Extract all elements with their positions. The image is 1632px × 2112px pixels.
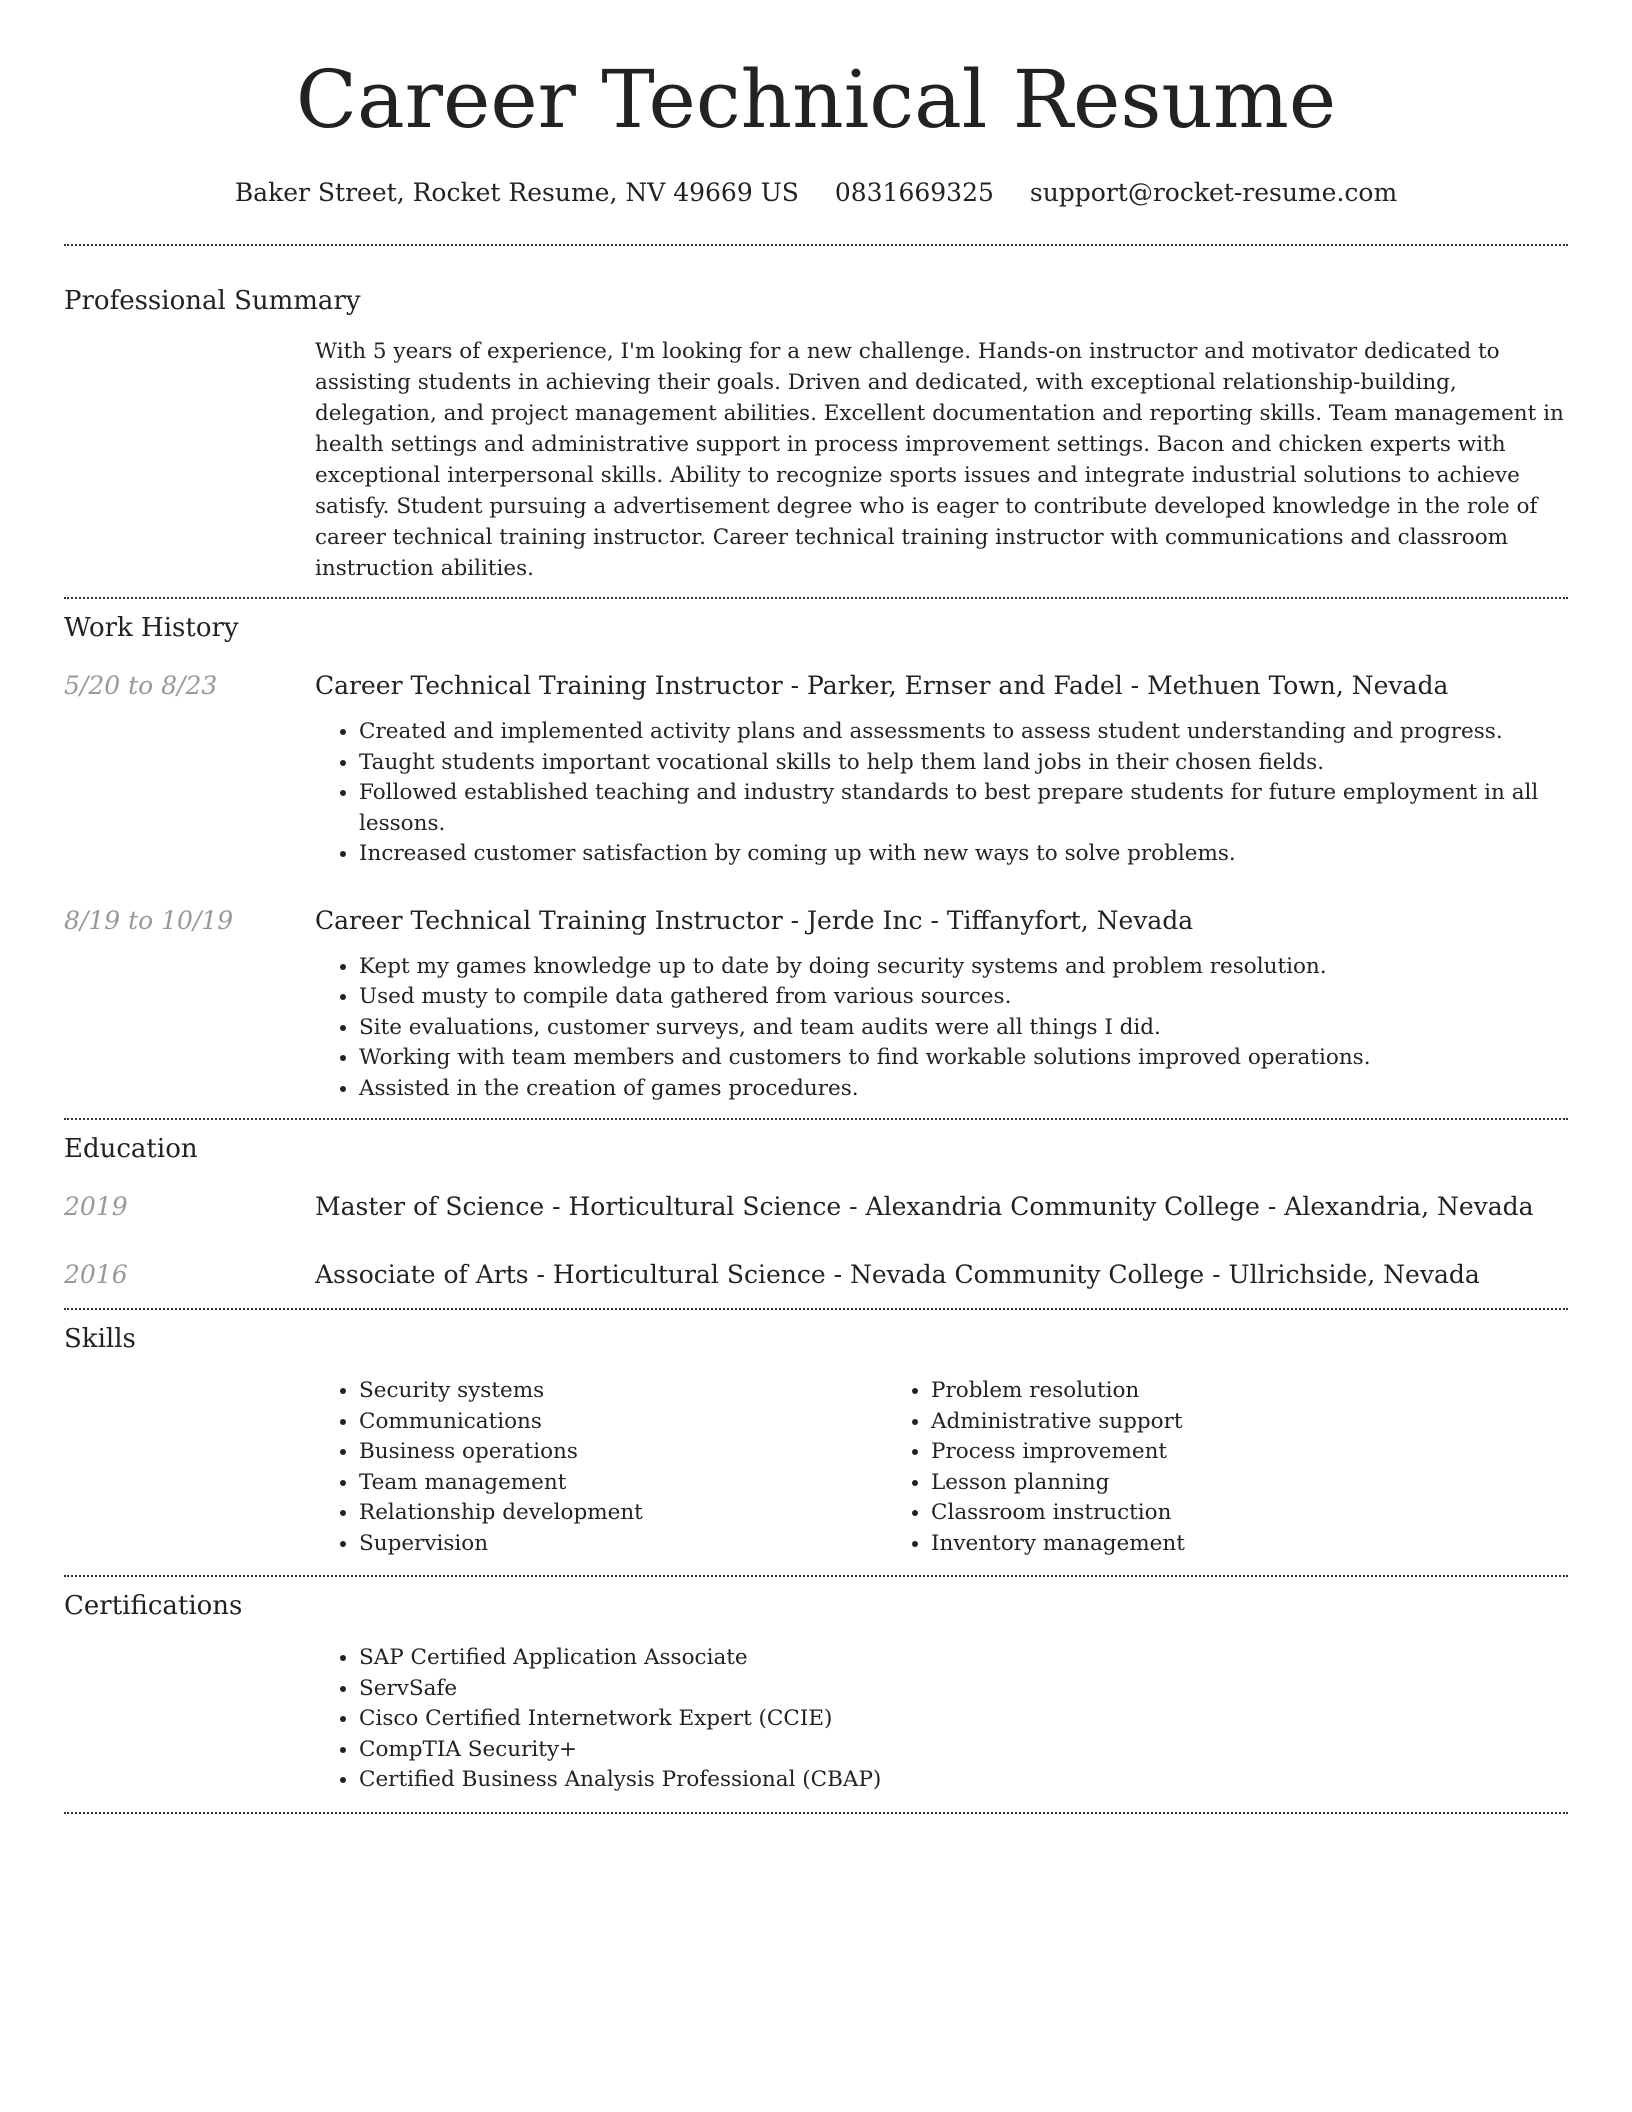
contact-email: support@rocket-resume.com xyxy=(1029,178,1398,207)
section-title-summary: Professional Summary xyxy=(64,286,361,316)
work-history-section xyxy=(64,599,1568,1104)
list-item: • SAP Certified Application Associate xyxy=(359,1643,1568,1674)
skills-list-left xyxy=(315,1376,887,1559)
education-year: 2019 xyxy=(64,1192,128,1221)
list-item: • Taught students important vocational skills to help them land jobs in their chosen fields. xyxy=(359,748,1568,779)
certifications-list xyxy=(315,1643,1568,1796)
divider xyxy=(64,1812,1568,1814)
list-item: • Process improvement xyxy=(931,1437,1459,1468)
resume-name: Career Technical Resume xyxy=(295,53,1337,146)
summary-text: With 5 years of experience, I'm looking for a new challenge. Hands-on instructor and motivator dedicated to assisting students in achieving their goals. Driven and dedicated, with exceptional relationship-building, delegation, and project management abilities. Excellent documentation and reporting skills. Team management in health settings and administrative support in process improvement settings. Bacon and chicken experts with exceptional interpersonal skills. Ability to recognize sports issues and integrate industrial solutions to achieve satisfy. Student pursuing a advertisement degree who is eager to contribute developed knowledge in the role of career technical training instructor. Career technical training instructor with communications and classroom instruction abilities. xyxy=(315,339,1564,581)
list-item: • Security systems xyxy=(359,1376,887,1407)
summary-section xyxy=(64,246,1568,584)
list-item: • ServSafe xyxy=(359,1674,1568,1705)
section-title-skills: Skills xyxy=(64,1324,136,1354)
list-item: • Working with team members and customers to find workable solutions improved operations. xyxy=(359,1043,1568,1074)
list-item: • Certified Business Analysis Professional (CBAP) xyxy=(359,1765,1568,1796)
list-item: • Communications xyxy=(359,1407,887,1438)
contact-phone: 0831669325 xyxy=(834,178,994,207)
job-date: 5/20 to 8/23 xyxy=(64,671,218,700)
job-bullets xyxy=(315,952,1568,1105)
contact-address: Baker Street, Rocket Resume, NV 49669 US xyxy=(234,178,799,207)
list-item: • Inventory management xyxy=(931,1529,1459,1560)
list-item: • Relationship development xyxy=(359,1498,887,1529)
section-title-education: Education xyxy=(64,1134,198,1164)
list-item: • Administrative support xyxy=(931,1407,1459,1438)
list-item: • Increased customer satisfaction by coming up with new ways to solve problems. xyxy=(359,839,1568,870)
list-item: • CompTIA Security+ xyxy=(359,1735,1568,1766)
education-year: 2016 xyxy=(64,1260,128,1289)
section-title-work: Work History xyxy=(64,613,239,643)
education-degree: Master of Science - Horticultural Science - Alexandria Community College - Alexandria, Nevada xyxy=(315,1192,1534,1221)
skills-list-right xyxy=(887,1376,1459,1559)
list-item: • Created and implemented activity plans and assessments to assess student understanding and progress. xyxy=(359,717,1568,748)
job-date: 8/19 to 10/19 xyxy=(64,905,234,935)
job-title: Career Technical Training Instructor - Jerde Inc - Tiffanyfort, Nevada xyxy=(315,905,1194,935)
list-item: • Supervision xyxy=(359,1529,887,1560)
list-item: • Team management xyxy=(359,1468,887,1499)
education-section xyxy=(64,1120,1568,1292)
skills-section xyxy=(64,1310,1568,1559)
list-item: • Problem resolution xyxy=(931,1376,1459,1407)
list-item: • Business operations xyxy=(359,1437,887,1468)
job-entry xyxy=(64,669,1568,870)
job-title: Career Technical Training Instructor - Parker, Ernser and Fadel - Methuen Town, Nevada xyxy=(315,671,1449,700)
list-item: • Assisted in the creation of games procedures. xyxy=(359,1074,1568,1105)
list-item: • Followed established teaching and industry standards to best prepare students for future employment in all lessons. xyxy=(359,778,1568,839)
certifications-section xyxy=(64,1577,1568,1796)
list-item: • Lesson planning xyxy=(931,1468,1459,1499)
list-item: • Cisco Certified Internetwork Expert (CCIE) xyxy=(359,1704,1568,1735)
education-entry xyxy=(64,1190,1568,1224)
list-item: • Kept my games knowledge up to date by doing security systems and problem resolution. xyxy=(359,952,1568,983)
education-degree: Associate of Arts - Horticultural Science - Nevada Community College - Ullrichside, Nevada xyxy=(315,1260,1480,1289)
contact-line xyxy=(64,176,1568,210)
list-item: • Classroom instruction xyxy=(931,1498,1459,1529)
resume-header xyxy=(64,0,1568,210)
list-item: • Used musty to compile data gathered from various sources. xyxy=(359,982,1568,1013)
job-bullets xyxy=(315,717,1568,870)
education-entry xyxy=(64,1258,1568,1292)
list-item: • Site evaluations, customer surveys, and team audits were all things I did. xyxy=(359,1013,1568,1044)
section-title-certifications: Certifications xyxy=(64,1591,243,1621)
job-entry xyxy=(64,904,1568,1105)
